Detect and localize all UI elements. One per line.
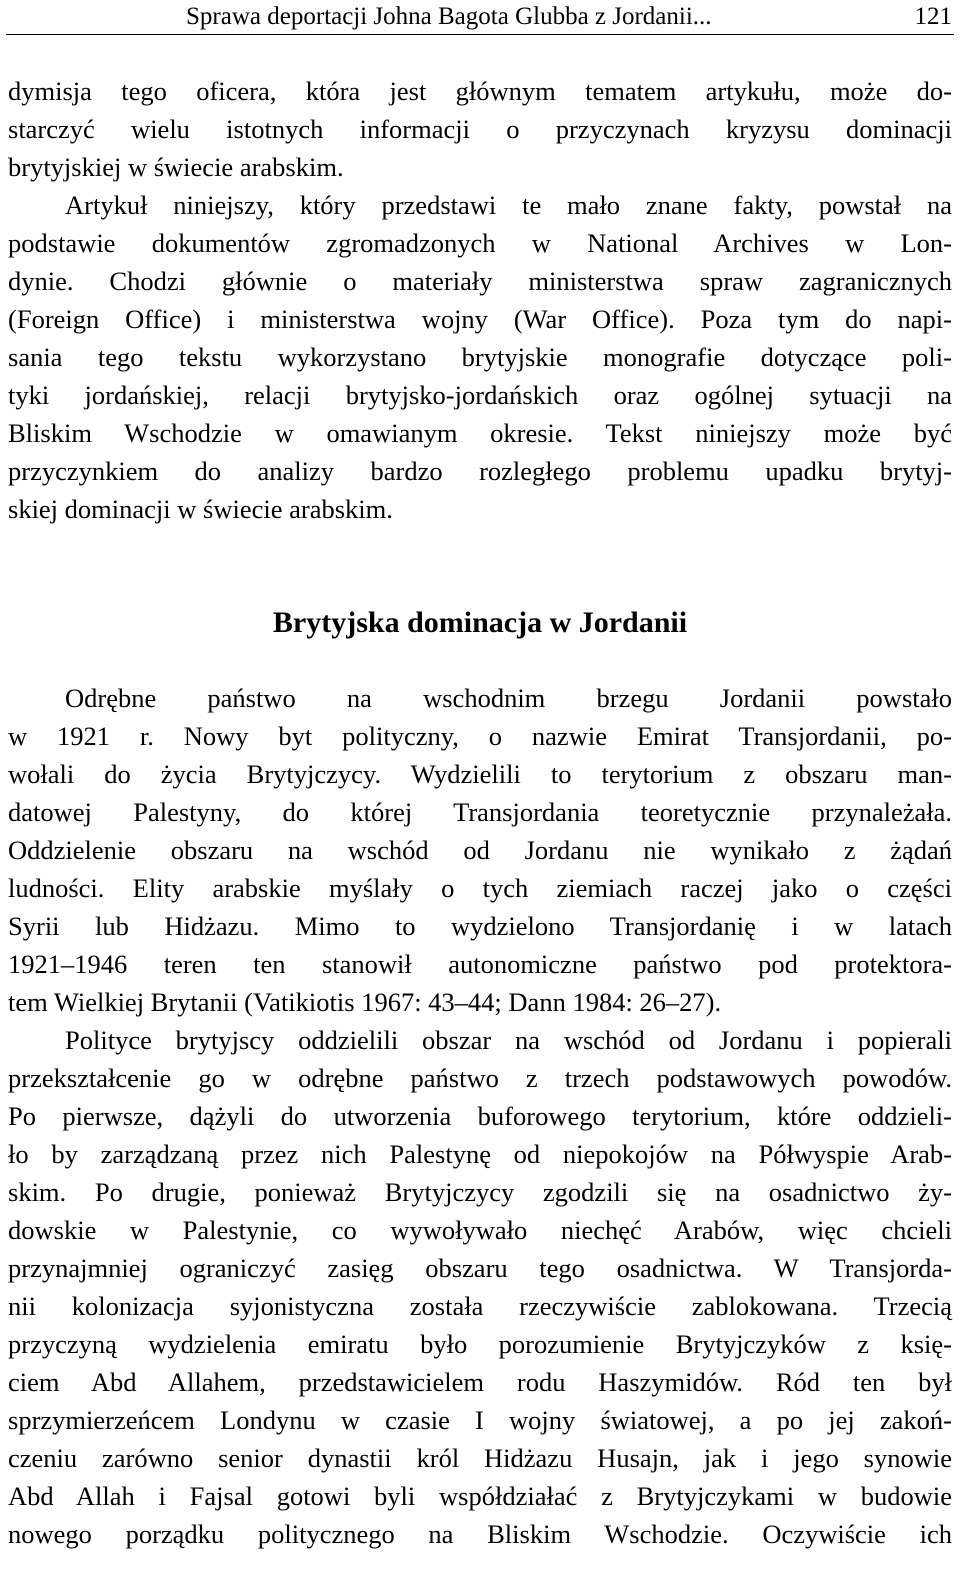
text-line: ciem Abd Allahem, przedstawicielem rodu Haszymidów. Ród ten był [8,1367,952,1397]
text-line: dymisja tego oficera, która jest głównym tematem artykułu, może do- [8,76,952,106]
text-line: Polityce brytyjscy oddzielili obszar na wschód od Jordanu i popierali [65,1025,952,1055]
text-line: przekształcenie go w odrębne państwo z trzech podstawowych powodów. [8,1063,952,1093]
text-line: nowego porządku politycznego na Bliskim Wschodzie. Oczywiście ich [8,1519,952,1549]
text-line: podstawie dokumentów zgromadzonych w National Archives w Lon- [8,228,952,258]
text-line: przyczyną wydzielenia emiratu było porozumienie Brytyjczyków z księ- [8,1329,952,1359]
text-line: Po pierwsze, dążyli do utworzenia buforowego terytorium, które oddzieli- [8,1101,952,1131]
intro-paragraphs [8,72,952,528]
page-number: 121 [914,3,952,30]
text-line: brytyjskiej w świecie arabskim. [8,152,344,182]
text-line: ludności. Elity arabskie myślały o tych ziemiach raczej jako o części [8,873,952,903]
section-paragraphs [8,679,952,1553]
running-title: Sprawa deportacji Johna Bagota Glubba z Jordanii... [186,3,712,30]
text-line: starczyć wielu istotnych informacji o przyczynach kryzysu dominacji [8,114,952,144]
text-line: przyczynkiem do analizy bardzo rozległego problemu upadku brytyj- [8,456,952,486]
text-line: (Foreign Office) i ministerstwa wojny (War Office). Poza tym do napi- [8,304,952,334]
text-line: przynajmniej ograniczyć zasięg obszaru tego osadnictwa. W Transjorda- [8,1253,952,1283]
text-line: skim. Po drugie, ponieważ Brytyjczycy zgodzili się na osadnictwo ży- [8,1177,952,1207]
text-line: ło by zarządzaną przez nich Palestynę od niepokojów na Półwyspie Arab- [8,1139,952,1169]
text-line: tem Wielkiej Brytanii (Vatikiotis 1967: 43–44; Dann 1984: 26–27). [8,987,722,1017]
text-line: sania tego tekstu wykorzystano brytyjskie monografie dotyczące poli- [8,342,952,372]
text-line: dynie. Chodzi głównie o materiały ministerstwa spraw zagranicznych [8,266,952,296]
text-line: tyki jordańskiej, relacji brytyjsko-jordańskich oraz ogólnej sytuacji na [8,380,952,410]
text-line: Oddzielenie obszaru na wschód od Jordanu nie wynikało z żądań [8,835,952,865]
text-line: dowskie w Palestynie, co wywoływało niechęć Arabów, więc chcieli [8,1215,952,1245]
running-header [6,0,954,35]
text-line: Syrii lub Hidżazu. Mimo to wydzielono Transjordanię i w latach [8,911,952,941]
section-heading: Brytyjska dominacja w Jordanii [272,606,688,639]
text-line: sprzymierzeńcem Londynu w czasie I wojny światowej, a po jej zakoń- [8,1405,952,1435]
text-line: datowej Palestyny, do której Transjordania teoretycznie przynależała. [8,797,952,827]
text-line: 1921–1946 teren ten stanowił autonomiczne państwo pod protektora- [8,949,952,979]
text-line: w 1921 r. Nowy byt polityczny, o nazwie Emirat Transjordanii, po- [8,721,952,751]
text-line: Bliskim Wschodzie w omawianym okresie. Tekst niniejszy może być [8,418,952,448]
text-line: Artykuł niniejszy, który przedstawi te mało znane fakty, powstał na [65,190,952,220]
text-line: czeniu zarówno senior dynastii król Hidżazu Husajn, jak i jego synowie [8,1443,952,1473]
text-line: wołali do życia Brytyjczycy. Wydzielili to terytorium z obszaru man- [8,759,952,789]
text-line: Odrębne państwo na wschodnim brzegu Jordanii powstało [65,683,952,713]
text-line: nii kolonizacja syjonistyczna została rzeczywiście zablokowana. Trzecią [8,1291,952,1321]
text-line: skiej dominacji w świecie arabskim. [8,494,393,524]
text-line: Abd Allah i Fajsal gotowi byli współdziałać z Brytyjczykami w budowie [8,1481,952,1511]
